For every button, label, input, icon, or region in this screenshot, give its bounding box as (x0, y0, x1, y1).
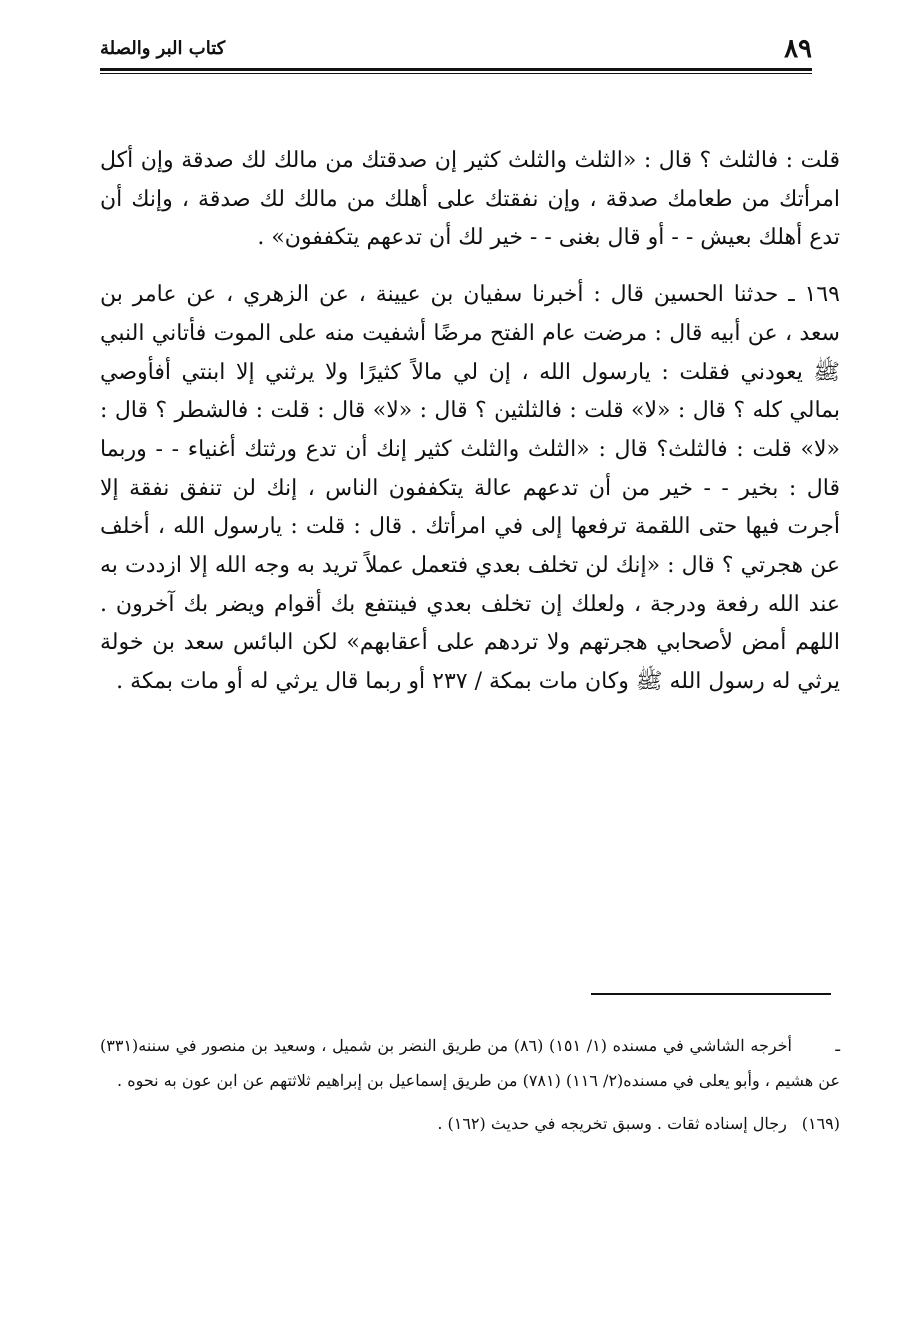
footnote-marker: ـ (835, 1036, 841, 1055)
header-rule (100, 68, 812, 74)
page-header (100, 30, 812, 70)
footnote-text: أخرجه الشاشي في مسنده (١/ ١٥١) (٨٦) من طريق النضر بن شميل ، وسعيد بن منصور في سننه(٣٣١) عن هشيم ، وأبو يعلى في مسنده(٢/ ١١٦) (٧٨١) من طريق إسماعيل بن إبراهيم ثلاثتهم عن ابن عون به نحوه . (100, 1036, 840, 1090)
hadith-169-paragraph: ١٦٩ ـ حدثنا الحسين قال : أخبرنا سفيان بن عيينة ، عن الزهري ، عن عامر بن سعد ، عن أبيه قال : مرضت عام الفتح مرضًا أشفيت منه على الموت فأتاني النبي ﷺ يعودني فقلت : يارسول الله ، إن لي مالاً كثيرًا ولا يرثني إلا ابنتي أفأوصي بمالي كله ؟ قال : «لا» قلت : فالثلثين ؟ قال : «لا» قال : قلت : فالشطر ؟ قال : «لا» قلت : فالثلث؟ قال : «الثلث والثلث كثير إنك أن تدع ورثتك أغنياء - - وربما قال : بخير - - خير من أن تدعهم عالة يتكففون الناس ، إنك لن تنفق نفقة إلا أجرت فيها حتى اللقمة ترفعها إلى في امرأتك . قال : قلت : يارسول الله ، أخلف عن هجرتي ؟ قال : «إنك لن تخلف بعدي فتعمل عملاً تريد به وجه الله إلا ازددت به عند الله رفعة ودرجة ، ولعلك إن تخلف بعدي فينتفع بك أقوام ويضر بك آخرون . اللهم أمض لأصحابي هجرتهم ولا تردهم على أعقابهم» لكن البائس سعد بن خولة يرثي له رسول الله ﷺ وكان مات بمكة / ٢٣٧ أو ربما قال يرثي له أو مات بمكة . (100, 282, 840, 695)
running-title: كتاب البر والصلة (100, 38, 226, 59)
footnote-rule (591, 993, 831, 995)
footnote-text: رجال إسناده ثقات . وسبق تخريجه في حديث (١٦٢) . (437, 1114, 787, 1133)
paragraph-continuation: قلت : فالثلث ؟ قال : «الثلث والثلث كثير إن صدقتك من مالك لك صدقة وإن أكل امرأتك من طعامك صدقة ، وإن نفقتك على أهلك من مالك لك صدقة ، وإنك أن تدع أهلك بعيش - - أو قال بغنى - - خير لك أن تدعهم يتكففون» . (100, 148, 840, 251)
main-text (100, 142, 840, 702)
footnote-item (100, 1106, 840, 1141)
footnotes (100, 1028, 840, 1141)
footnote-marker: (١٦٩) (801, 1114, 840, 1133)
footnote-item (100, 1028, 840, 1098)
page-number: ٨٩ (784, 34, 812, 64)
